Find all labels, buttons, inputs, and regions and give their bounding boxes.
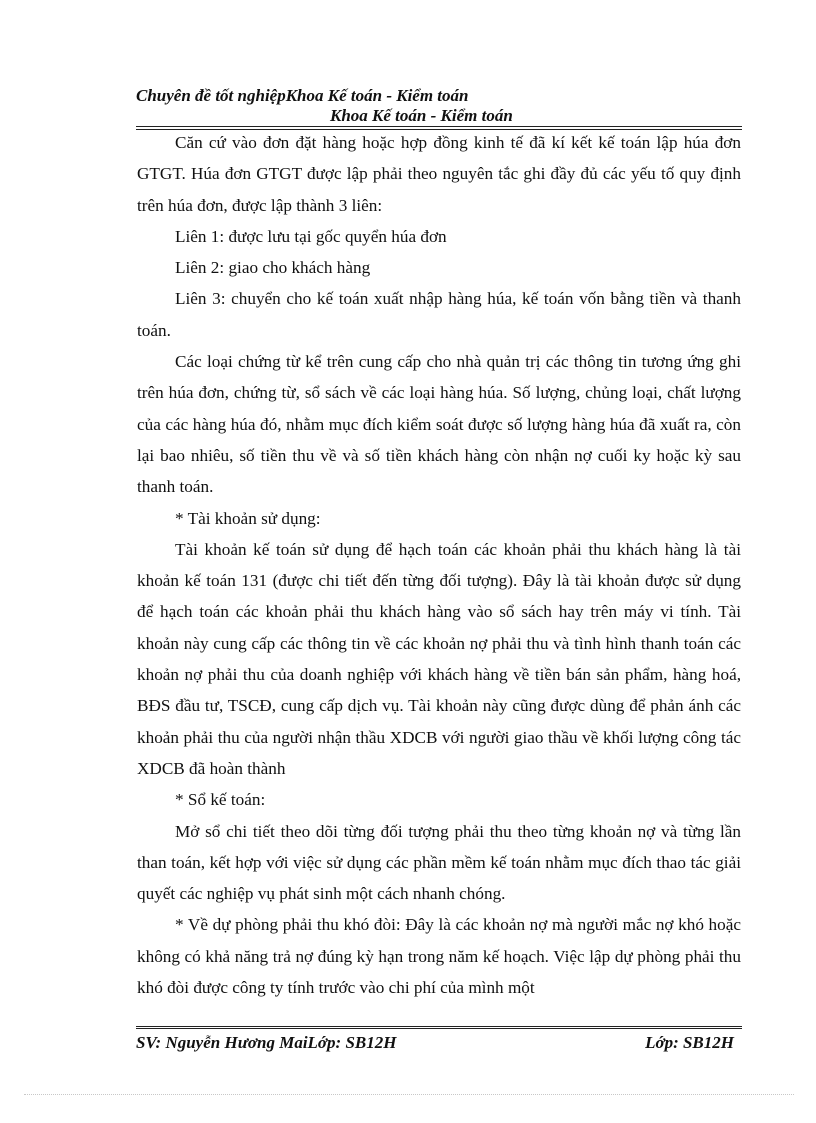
footer-divider bbox=[136, 1026, 742, 1029]
page-edge-divider bbox=[24, 1094, 794, 1095]
paragraph-copy-2: Liên 2: giao cho khách hàng bbox=[175, 258, 371, 278]
paragraph-invoice-intro: Căn cứ vào đơn đặt hàng hoặc hợp đồng kinh tế đã kí kết kế toán lập húa đơn GTGT. Húa đơn GTGT được lập phải theo nguyên tắc ghi đầy đủ các yếu tố quy định trên húa đơn, được lập thành 3 liên: bbox=[137, 133, 741, 215]
header-line-2: Khoa Kế toán - Kiểm toán bbox=[330, 106, 513, 125]
footer-student: SV: Nguyễn Hương MaiLớp: SB12H bbox=[136, 1033, 397, 1052]
paragraph-account-heading: * Tài khoản sử dụng: bbox=[175, 508, 321, 528]
paragraph-ledger-heading: * Sổ kế toán: bbox=[175, 790, 266, 810]
paragraph-copy-3: Liên 3: chuyển cho kế toán xuất nhập hàng húa, kế toán vốn bằng tiền và thanh toán. bbox=[137, 289, 741, 340]
document-body bbox=[137, 127, 741, 1003]
footer-class: Lớp: SB12H bbox=[645, 1033, 734, 1052]
paragraph-ledger: Mở sổ chi tiết theo dõi từng đối tượng phải thu theo từng khoản nợ và từng lần than toán, kết hợp với việc sử dụng các phần mềm kế toán nhằm mục đích thao tác giải quyết các nghiệp vụ phát sinh một cách nhanh chóng. bbox=[137, 821, 741, 904]
paragraph-account-131: Tài khoản kế toán sử dụng để hạch toán các khoản phải thu khách hàng là tài khoản kế toán 131 (được chi tiết đến từng đối tượng). Đây là tài khoản được sử dụng để hạch toán các khoản phải thu khách hàng vào sổ sách hay trên máy vi tính. Tài khoản này cung cấp các thông tin về các khoản nợ phải thu và tình hình thanh toán các khoản nợ phải thu của doanh nghiệp với khách hàng về tiền bán sản phẩm, hàng hoá, BĐS đầu tư, TSCĐ, cung cấp dịch vụ. Tài khoản này cũng được dùng để phản ánh các khoản phải thu của người nhận thầu XDCB với người giao thầu về khối lượng công tác XDCB đã hoàn thành bbox=[137, 539, 741, 778]
paragraph-documents: Các loại chứng từ kể trên cung cấp cho nhà quản trị các thông tin tương ứng ghi trên húa đơn, chứng từ, sổ sách về các loại hàng húa. Số lượng, chủng loại, chất lượng của các hàng húa đó, nhằm mục đích kiểm soát được số lượng hàng húa đã xuất ra, còn lại bao nhiêu, số tiền thu về và số tiền khách hàng còn nhận nợ cuối ky hoặc kỳ sau thanh toán. bbox=[137, 352, 741, 497]
paragraph-doubtful-debts: * Về dự phòng phải thu khó đòi: Đây là các khoản nợ mà người mắc nợ khó hoặc không có khả năng trả nợ đúng kỳ hạn trong năm kế hoạch. Việc lập dự phòng phải thu khó đòi được công ty tính trước vào chi phí của mình một bbox=[137, 915, 741, 998]
paragraph-copy-1: Liên 1: được lưu tại gốc quyển húa đơn bbox=[175, 226, 447, 246]
header-line-1: Chuyên đề tốt nghiệpKhoa Kế toán - Kiểm toán bbox=[136, 86, 469, 105]
